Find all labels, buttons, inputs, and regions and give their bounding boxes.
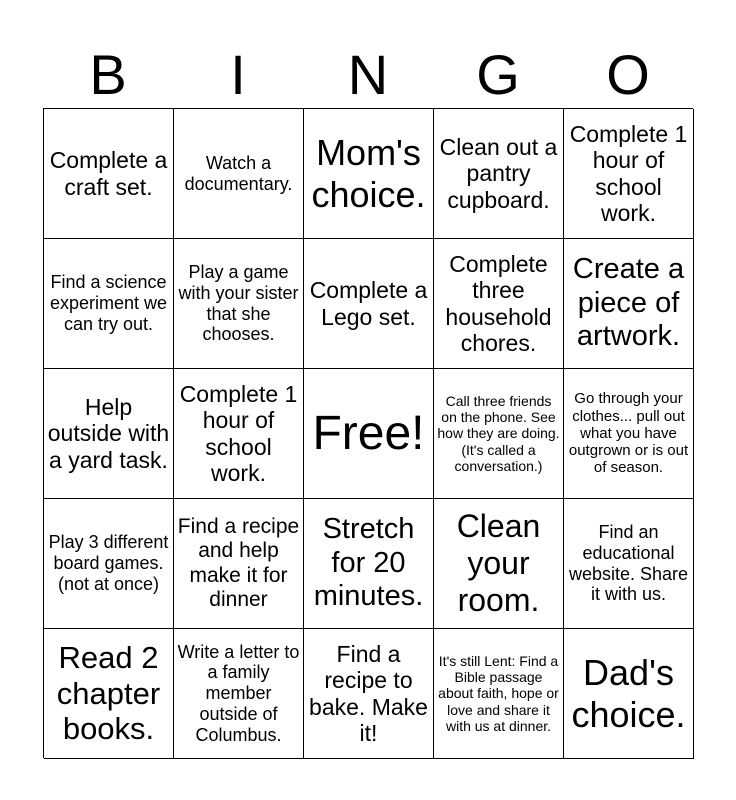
cell-text: Find an educational website. Share it with us. (568, 522, 689, 605)
bingo-cell (434, 369, 564, 499)
cell-text: Find a recipe to bake. Make it! (309, 640, 428, 746)
bingo-cell (564, 499, 694, 629)
bingo-cell (174, 629, 304, 759)
cell-text: Watch a documentary. (184, 152, 293, 194)
cell-text: Write a letter to a family member outside of Columbus. (177, 641, 300, 745)
bingo-cell (304, 239, 434, 369)
free-space-text: Free! (312, 406, 425, 460)
bingo-cell (44, 109, 174, 239)
bingo-cell (304, 629, 434, 759)
bingo-cell (564, 629, 694, 759)
bingo-cell (44, 239, 174, 369)
bingo-cell (434, 109, 564, 239)
cell-text: Clean out a pantry cupboard. (439, 133, 558, 213)
bingo-header (43, 40, 693, 108)
cell-text: Clean your room. (456, 508, 541, 618)
cell-text: Dad's choice. (571, 652, 686, 735)
cell-text: Complete 1 hour of school work. (569, 120, 688, 226)
cell-text: It's still Lent: Find a Bible passage about faith, hope or love and share it with us at dinner. (438, 653, 559, 734)
bingo-cell (44, 369, 174, 499)
bingo-cell (174, 499, 304, 629)
bingo-cell (174, 109, 304, 239)
cell-text: Complete a Lego set. (309, 277, 428, 330)
bingo-cell-free (304, 369, 434, 499)
bingo-cell (304, 109, 434, 239)
cell-text: Go through your clothes... pull out what you have outgrown or is out of season. (568, 390, 689, 477)
bingo-cell (44, 629, 174, 759)
cell-text: Complete a craft set. (49, 147, 168, 200)
cell-text: Call three friends on the phone. See how they are doing. (It's called a conversation.) (437, 393, 560, 474)
bingo-cell (434, 499, 564, 629)
bingo-board (43, 108, 693, 758)
header-letter-b: B (89, 43, 127, 106)
bingo-cell (564, 109, 694, 239)
cell-text: Stretch for 20 minutes. (313, 513, 424, 613)
header-letter-o: O (606, 43, 650, 106)
cell-text: Play a game with your sister that she chooses. (178, 262, 299, 345)
cell-text: Play 3 different board games. (not at once) (48, 532, 169, 594)
bingo-cell (44, 499, 174, 629)
bingo-cell (174, 239, 304, 369)
cell-text: Read 2 chapter books. (56, 640, 161, 747)
bingo-cell (174, 369, 304, 499)
bingo-cell (564, 239, 694, 369)
header-letter-g: G (476, 43, 520, 106)
bingo-cell (304, 499, 434, 629)
cell-text: Help outside with a yard task. (47, 393, 170, 473)
header-letter-n: N (347, 43, 389, 106)
cell-text: Find a science experiment we can try out. (49, 272, 168, 334)
header-letter-i: I (230, 43, 246, 106)
cell-text: Mom's choice. (311, 132, 426, 215)
cell-text: Complete 1 hour of school work. (179, 380, 298, 486)
bingo-cell (564, 369, 694, 499)
cell-text: Find a recipe and help make it for dinner (177, 515, 300, 611)
cell-text: Create a piece of artwork. (572, 253, 685, 353)
bingo-cell (434, 629, 564, 759)
bingo-cell (434, 239, 564, 369)
cell-text: Complete three household chores. (445, 250, 552, 356)
